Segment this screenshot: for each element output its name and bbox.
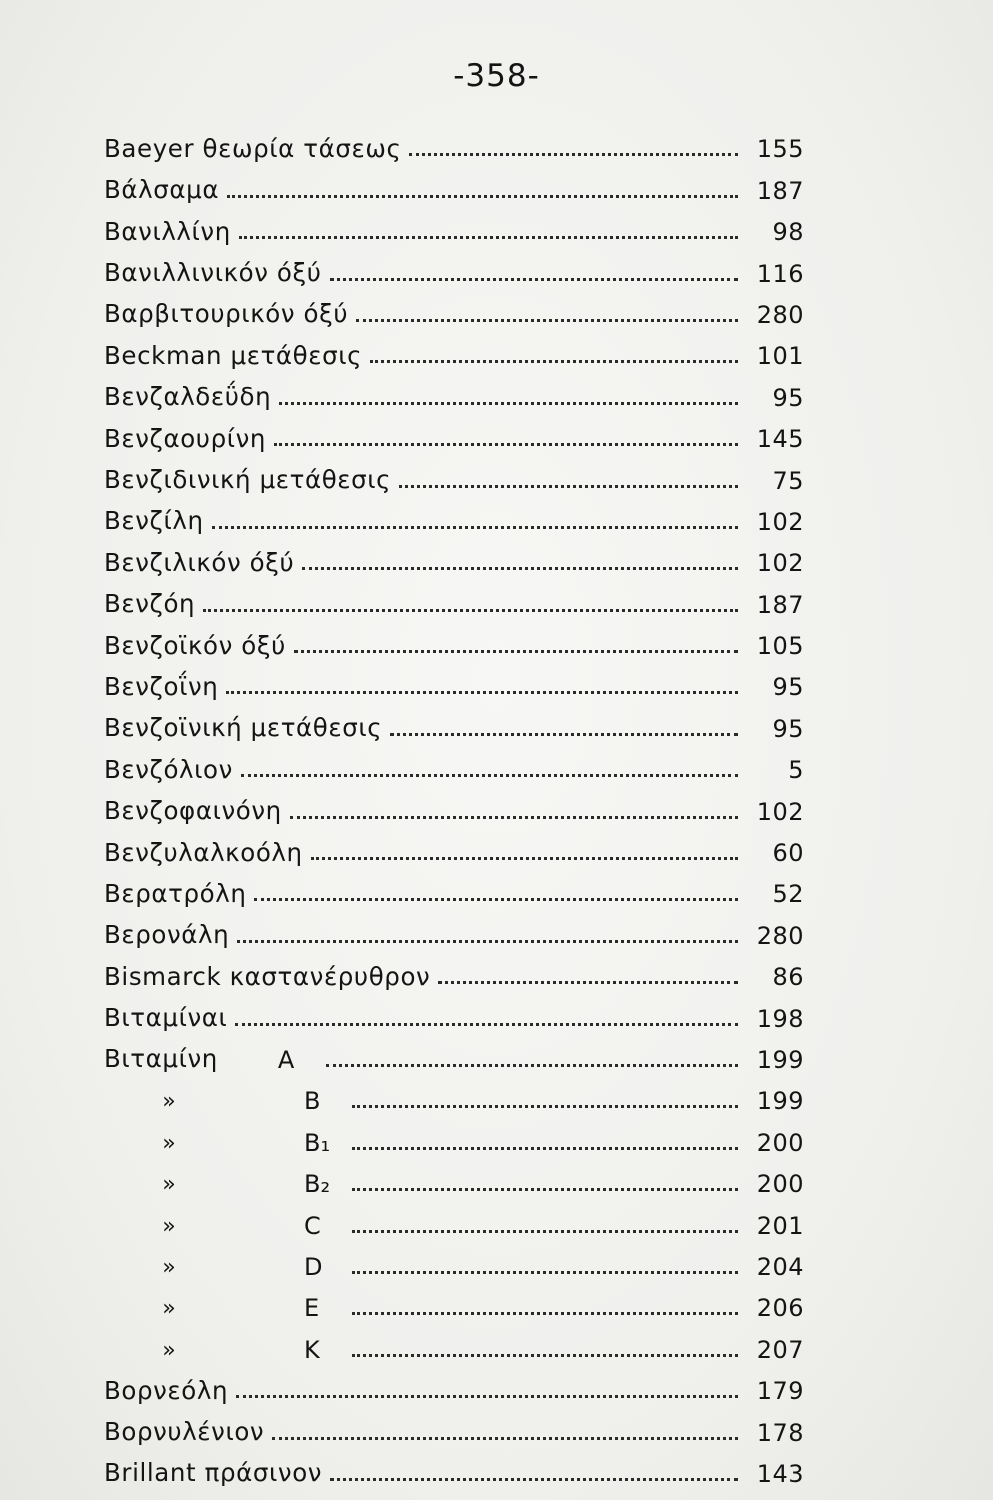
- index-term: Beckman μετάθεσις: [104, 340, 363, 370]
- index-entry: [104, 1078, 804, 1119]
- page-reference: 179: [756, 1377, 804, 1406]
- index-term: Βενζοϊκόν όξύ: [104, 630, 286, 660]
- index-entry: [104, 126, 804, 167]
- ditto-mark: »: [162, 1172, 176, 1198]
- page-reference: 95: [772, 714, 804, 743]
- dot-leader: [409, 153, 738, 156]
- page-reference: 102: [756, 507, 804, 536]
- page-reference: 145: [756, 425, 804, 454]
- page-reference: 75: [772, 466, 804, 495]
- dot-leader: [352, 1230, 738, 1233]
- index-entry: [104, 1244, 804, 1285]
- index-term: Brillant πράσινον: [104, 1458, 323, 1488]
- page-reference: 187: [756, 176, 804, 205]
- dot-leader: [212, 526, 738, 529]
- page-reference: 200: [756, 1128, 804, 1157]
- index-term: Βενζοϊνική μετάθεσις: [104, 713, 383, 743]
- index-entry: [104, 871, 804, 912]
- dot-leader: [390, 733, 738, 736]
- dot-leader: [311, 857, 738, 860]
- index-term: Βενζυλαλκοόλη: [104, 837, 303, 867]
- index-entry: [104, 167, 804, 208]
- vitamin-letter: D: [304, 1252, 323, 1281]
- dot-leader: [272, 1437, 738, 1440]
- index-entry: [104, 540, 804, 581]
- dot-leader: [370, 360, 738, 363]
- dot-leader: [227, 195, 738, 198]
- vitamin-letter: A: [277, 1045, 295, 1074]
- index-term: Βενζιδινική μετάθεσις: [104, 465, 392, 495]
- index-entry: [104, 1326, 804, 1367]
- index-term: Βενζαουρίνη: [104, 423, 267, 453]
- vitamin-letter: K: [304, 1335, 320, 1364]
- page-reference: 206: [756, 1294, 804, 1323]
- page-reference: 201: [756, 1211, 804, 1240]
- index-term: Βερονάλη: [104, 920, 230, 950]
- page-reference: 95: [772, 383, 804, 412]
- page-reference: 5: [788, 756, 804, 785]
- index-term: Βενζίλη: [104, 506, 204, 536]
- dot-leader: [254, 898, 738, 901]
- page-reference: 95: [772, 673, 804, 702]
- dot-leader: [352, 1354, 738, 1357]
- dot-leader: [326, 1064, 738, 1067]
- dot-leader: [236, 1395, 738, 1398]
- page-reference: 116: [756, 259, 804, 288]
- index-entry: [104, 705, 804, 746]
- index-entry: [104, 1409, 804, 1450]
- index-entry: [104, 1368, 804, 1409]
- page-reference: 280: [756, 921, 804, 950]
- dot-leader: [279, 402, 738, 405]
- dot-leader: [274, 443, 738, 446]
- index-entry: [104, 333, 804, 374]
- index-entry: [104, 250, 804, 291]
- vitamin-letter: E: [304, 1294, 320, 1323]
- page-reference: 178: [756, 1418, 804, 1447]
- index-term: Βορνυλένιον: [104, 1417, 265, 1446]
- page-reference: 143: [756, 1459, 804, 1488]
- dot-leader: [352, 1105, 738, 1108]
- index-term: Βιταμίνη: [104, 1044, 218, 1074]
- index-term: Βερατρόλη: [104, 878, 247, 908]
- index-entry: [104, 209, 804, 250]
- page-reference: 207: [756, 1335, 804, 1364]
- index-entry: [104, 995, 804, 1036]
- index-entry: [104, 292, 804, 333]
- index-term: Βάλσαμα: [104, 175, 220, 205]
- dot-leader: [237, 940, 738, 943]
- ditto-mark: »: [162, 1254, 176, 1280]
- dot-leader: [226, 691, 738, 694]
- dot-leader: [290, 816, 738, 819]
- page-reference: 105: [756, 632, 804, 661]
- page-reference: 86: [772, 963, 804, 992]
- index-term: Βενζόλιον: [104, 754, 233, 784]
- page-reference: 101: [756, 342, 804, 371]
- ditto-mark: »: [162, 1130, 176, 1156]
- index-entry: [104, 1119, 804, 1160]
- index-entry: [104, 499, 804, 540]
- dot-leader: [203, 609, 738, 612]
- index-term: Βενζοφαινόνη: [104, 796, 282, 826]
- index-term: Βενζόη: [104, 589, 196, 619]
- dot-leader: [352, 1147, 738, 1150]
- index-term: Baeyer θεωρία τάσεως: [104, 133, 402, 163]
- index-entry: [104, 954, 804, 995]
- dot-leader: [239, 236, 738, 239]
- dot-leader: [302, 567, 738, 570]
- dot-leader: [399, 485, 738, 488]
- index-term: Bismarck καστανέρυθρον: [104, 961, 431, 991]
- dot-leader: [438, 981, 738, 984]
- page-reference: 198: [756, 1004, 804, 1033]
- page-reference: 187: [756, 590, 804, 619]
- dot-leader: [330, 278, 738, 281]
- index-term: Βανιλλίνη: [104, 216, 231, 246]
- page-reference: 102: [756, 549, 804, 578]
- vitamin-letter: B₁: [304, 1128, 331, 1157]
- index-term: Βαρβιτουρικόν όξύ: [104, 299, 349, 329]
- ditto-mark: »: [162, 1296, 176, 1322]
- index-entry: [104, 747, 804, 788]
- vitamin-letter: B₂: [304, 1170, 331, 1199]
- index-entry: [104, 1202, 804, 1243]
- index-entry: [104, 457, 804, 498]
- vitamin-letter: B: [304, 1087, 321, 1116]
- page-reference: 280: [756, 300, 804, 329]
- index-term: Βενζιλικόν όξύ: [104, 547, 295, 577]
- dot-leader: [352, 1188, 738, 1191]
- vitamin-letter: C: [304, 1211, 321, 1240]
- dot-leader: [352, 1312, 738, 1315]
- index-entry: [104, 830, 804, 871]
- ditto-mark: »: [162, 1089, 176, 1115]
- index-entry: [104, 912, 804, 953]
- dot-leader: [235, 1023, 738, 1026]
- page-reference: 102: [756, 797, 804, 826]
- dot-leader: [294, 650, 738, 653]
- dot-leader: [352, 1271, 738, 1274]
- index-term: Βανιλλινικόν όξύ: [104, 258, 322, 288]
- dot-leader: [356, 319, 738, 322]
- dot-leader: [330, 1478, 738, 1481]
- index-list: [104, 126, 804, 1492]
- index-term: Βενζοΐνη: [104, 671, 219, 701]
- page-reference: 52: [772, 880, 804, 909]
- index-term: Βορνεόλη: [104, 1375, 229, 1405]
- ditto-mark: »: [162, 1213, 176, 1239]
- page-number: -358-: [453, 58, 540, 94]
- index-entry: [104, 788, 804, 829]
- index-entry: [104, 664, 804, 705]
- dot-leader: [241, 774, 738, 777]
- index-entry: [104, 1451, 804, 1492]
- index-entry: [104, 623, 804, 664]
- page-reference: 199: [756, 1087, 804, 1116]
- index-entry: [104, 1285, 804, 1326]
- index-entry: [104, 1161, 804, 1202]
- index-term: Βενζαλδεΰδη: [104, 382, 272, 412]
- index-entry: [104, 374, 804, 415]
- page-reference: 60: [772, 839, 804, 868]
- page-reference: 199: [756, 1045, 804, 1074]
- page-reference: 204: [756, 1252, 804, 1281]
- index-entry: [104, 581, 804, 622]
- page-reference: 200: [756, 1170, 804, 1199]
- index-entry: [104, 1037, 804, 1078]
- page-reference: 98: [772, 218, 804, 247]
- ditto-mark: »: [162, 1337, 176, 1363]
- index-term: Βιταμίναι: [104, 1003, 228, 1033]
- index-entry: [104, 416, 804, 457]
- page-reference: 155: [756, 135, 804, 164]
